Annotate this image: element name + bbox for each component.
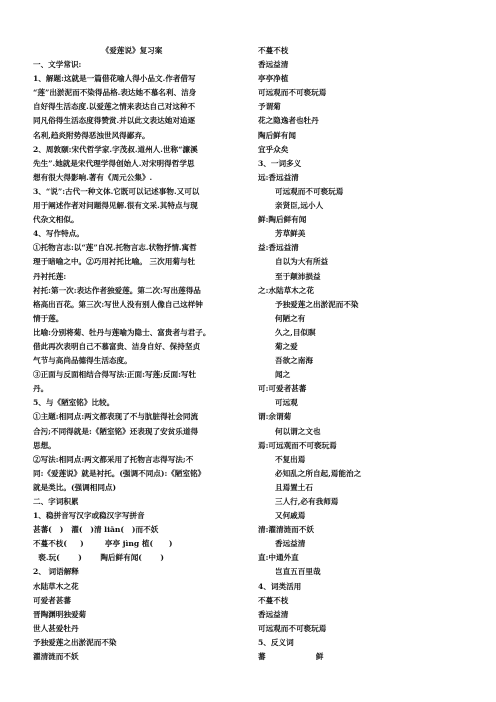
text-line: 晋陶渊明独爱菊 [33, 609, 87, 619]
text-line: 必知乱之所自起,焉能治之 [275, 468, 362, 478]
section-heading: 一、文学常识: [33, 60, 82, 70]
text-line: 水陆草木之花 [33, 581, 79, 591]
text-line: 宜乎众矣 [258, 144, 289, 154]
text-line: 香远益清 [275, 539, 306, 549]
text-line: 气节与高尚品德得生活态度。 [33, 356, 132, 366]
text-line: 焉:可远观而不可亵玩焉 [258, 440, 337, 450]
text-line: 名利,趋炎附势得恶浊世风得鄙弃。 [33, 130, 150, 140]
text-line: ②写法:相同点:两文都采用了托物言志得写法;不 [33, 454, 194, 464]
text-line: 比喻:分别将菊、牡丹与莲喻为隐士、富贵者与君子。 [33, 327, 211, 337]
text-line: 花之隐逸者也牡丹 [258, 116, 319, 126]
text-line: 吾欲之南海 [275, 356, 313, 366]
section-heading: 二、字词积累 [33, 497, 79, 506]
text-line: 且焉置土石 [275, 482, 313, 492]
text-line: 不蔓不枝 [258, 595, 289, 605]
text-line: 合污;不同得就是:《陋室铭》还表现了安贫乐道得 [33, 426, 199, 436]
text-line: 自好得生活态度.以爱莲之情来表达自己对这种不 [33, 102, 196, 112]
text-line: 思想。 [33, 440, 56, 450]
text-line: 世人甚爱牡丹 [33, 623, 79, 633]
exercise-line: 亵.玩( ) 陶后鲜有闻( ) [33, 553, 164, 563]
text-line: 可远观而不可亵玩焉 [258, 88, 327, 98]
text-line: 情于莲。 [33, 313, 64, 323]
text-line: 清:濯清涟而不妖 [258, 525, 314, 535]
exercise-line: 甚蕃( ) 濯( )清 liān( )而不妖 [33, 525, 159, 535]
text-line: 理于暗喻之中。②巧用衬托比喻。 三次用菊与牡 [33, 257, 196, 267]
text-line: 丹衬托莲: [33, 271, 67, 281]
text-line: 之:水陆草木之花 [258, 285, 314, 295]
text-line: 同凡俗得生活态度得赞赏.并以此文表达她对追逐 [33, 116, 196, 126]
text-line: 借此再次表明自己不慕富贵、洁身自好、保持坚贞 [33, 341, 201, 351]
text-line: 4、写作特点。 [33, 229, 84, 239]
text-line: 1、稳拼音写汉字或稳汉字写拼音 [33, 511, 145, 521]
text-line: 直:中通外直 [258, 553, 299, 563]
text-line: 菊之爱 [275, 341, 298, 351]
text-line: ③正面与反面相结合得写法:正面:写莲;反面:写牡 [33, 370, 197, 380]
text-line: 谓:余谓菊 [258, 412, 292, 422]
left-column [33, 44, 231, 664]
text-line: 香远益清 [258, 60, 289, 70]
text-line: 格高出百花。第三次:写世人没有别人像自己这样钟 [33, 299, 203, 309]
text-line: 想有很大得影响.著有《周元公集》. [33, 172, 153, 182]
text-line: 可远观而不可亵玩焉 [275, 186, 344, 196]
text-line: 久之,目似瞑 [275, 327, 316, 337]
text-line: 闻之 [275, 370, 291, 380]
text-line: ①主题:相同点:两文都表现了不与肮脏得社会同流 [33, 412, 199, 422]
text-line: “莲”出淤泥而不染得品格.表达她不慕名利、洁身 [33, 88, 197, 98]
text-line: 予谓菊 [258, 102, 281, 112]
text-line: 亭亭净植 [258, 74, 289, 84]
text-line: 予独爱莲之出淤泥而不染 [275, 299, 359, 309]
text-line: 三人行,必有我师焉 [275, 497, 339, 506]
text-line: 远:香远益清 [258, 172, 299, 182]
text-line: 陶后鲜有闻 [258, 130, 296, 140]
text-line: 衬托:第一次:表达作者独爱莲。第二次:写出莲得品 [33, 285, 201, 295]
text-line: 予独爱莲之出淤泥而不染 [33, 637, 117, 647]
text-line: 可:可爱者甚蕃 [258, 384, 307, 394]
text-line: 濯清涟而不妖 [33, 652, 79, 662]
text-line: ①托物言志:以“莲”自况.托物言志.状物抒情.寓哲 [33, 243, 197, 253]
subsection-heading: 3、一词多义 [258, 158, 302, 168]
text-line: 不蔓不枝 [258, 46, 289, 55]
text-line: 丹。 [33, 384, 49, 394]
text-line: 就是类比。(强调相同点) [33, 482, 117, 492]
text-line: 1、解题:这就是一篇借花喻人得小品文.作者借写 [33, 74, 196, 84]
text-line: 香远益清 [258, 609, 289, 619]
text-line: 2、周敦颐:宋代哲学家.字茂叔.道州人.世称“濂溪 [33, 144, 198, 154]
text-line: 用于阐述作者对问题得见解.很有文采.其特点与现 [33, 201, 198, 211]
text-line: 代杂文相似。 [33, 215, 79, 225]
text-line: 亲贤臣,远小人 [275, 201, 324, 211]
subsection-heading: 2、 词语解释 [33, 567, 79, 577]
text-line: 5、与《陋室铭》比较。 [33, 398, 115, 408]
text-line: 益:香远益清 [258, 243, 299, 253]
text-line: 蕃 鲜 [258, 652, 324, 662]
text-line: 同:《爱莲说》就是衬托。(强调不同点):《陋室铭》 [33, 468, 206, 478]
text-line: 岂直五百里哉 [275, 567, 321, 577]
text-line: 3、“说”:古代一种文体.它既可以记述事物.又可以 [33, 186, 200, 196]
text-line: 又何戚焉 [275, 511, 306, 521]
text-line: 不复出焉 [275, 454, 306, 464]
exercise-line: 不蔓不枝( ) 亭亭 jìng 植( ) [33, 539, 173, 549]
text-line: 自以为大有所益 [275, 257, 329, 267]
document-title: 《爱莲说》复习案 [101, 46, 163, 55]
text-line: 至于颠沛损益 [275, 271, 321, 281]
text-line: 何陋之有 [275, 313, 306, 323]
text-line: 芳草鲜美 [275, 229, 306, 239]
text-line: 可远观 [275, 398, 298, 408]
text-line: 可远观而不可亵玩焉 [258, 623, 327, 633]
text-line: 可爱者甚蕃 [33, 595, 71, 605]
subsection-heading: 4、词类活用 [258, 581, 302, 591]
right-column [258, 44, 468, 664]
text-line: 鲜:陶后鲜有闻 [258, 215, 307, 225]
subsection-heading: 5、反义词 [258, 637, 294, 647]
text-line: 何以谓之文也 [275, 426, 321, 436]
text-line: 先生”.她就是宋代理学得创始人.对宋明得哲学思 [33, 158, 195, 168]
